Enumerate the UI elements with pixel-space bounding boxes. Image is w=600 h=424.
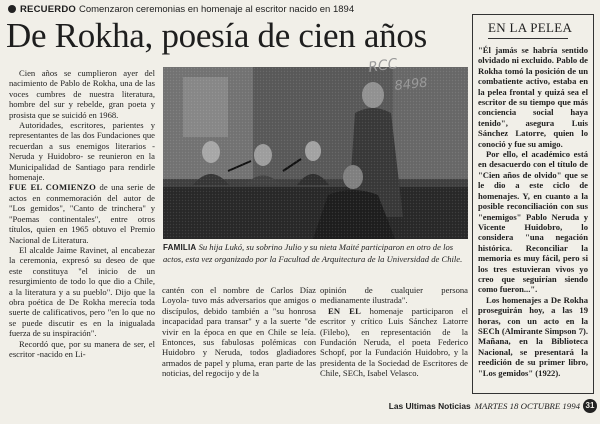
sidebar-text (478, 45, 588, 378)
subheading: EN EL (328, 305, 362, 316)
paragraph: El alcalde Jaime Ravinet, al encabezar la ceremonia, expresó su deseo de que este constituya "el inicio de un resurgimiento de todo lo que dio a Chile, a la literatura y a su pueblo". Dijo que la obra poética de De Rokha merecía toda suerte de calificativos, pero "en lo que no se puede discutir es en la inigualada fuerza de su inspiración". (9, 244, 155, 339)
caption-text: Su hija Lukó, su sobrino Julio y su nieta Maité participaron en otro de los actos, esta vez organizado por la Facultad de Arquitectura de la Universidad de Chile. (163, 242, 463, 264)
page-number: 31 (583, 399, 597, 413)
paragraph: Los homenajes a De Rokha proseguirán hoy, a las 19 horas, con un acto en la SECh (Almirante Simpson 7). Mañana, en la Biblioteca Nacional, se presentará la reedición de su primer libro, "Los gemidos" (1922). (478, 294, 588, 378)
article-column-2 (162, 285, 316, 379)
paragraph: Por ello, el académico está en desacuerdo con el título de "Cien años de olvido" que se le dio a este ciclo de homenajes. Y, en cuanto a la posible reconciliación con sus "enemigos" Pablo Neruda y Vicente Huidobro, lo considera "una negación histórica. Reconciliar la memoria es muy fácil, pero si los tres estuvieran vivos yo creo que seguirían siendo como fueron...". (478, 149, 588, 295)
paragraph-text: de una serie de actos en conmemoración del autor de "Los gemidos", "Canto de trinchera" y "Poemas continentales", entre otros títulos, quien en 1965 obtuvo el Premio Nacional de Literatura. (9, 182, 155, 245)
paragraph: Recordó que, por su manera de ser, el escritor -nacido en Li- (9, 338, 155, 359)
newspaper-name: Las Ultimas Noticias (388, 401, 471, 411)
pencil-annotation (365, 56, 455, 96)
caption-label: FAMILIA (163, 243, 197, 252)
sidebar-title-rule (488, 38, 568, 39)
pencil-line-1: RCC (367, 56, 399, 76)
page-footer (340, 399, 580, 413)
paragraph: cantén con el nombre de Carlos Díaz Loyola- tuvo más adversarios que amigos o discípulos, debido también a "su honrosa incapacidad para transar" y a la suerte "de vivir en la época en que en Chile se leía. Entonces, sus fabulosas polémicas con Huidobro y Neruda, todos gladiadores armados de papel y pluma, eran parte de las noticias, del regocijo y de la (162, 285, 316, 379)
article-column-1 (9, 68, 155, 359)
paragraph: opinión de cualquier persona medianamente ilustrada". (320, 285, 468, 306)
paragraph-text: homenaje participaron el escritor y crítico Luis Sánchez Latorre (Filebo), en representación de la Fundación Neruda, el poeta Federico Schopf, por la Fundación Huidobro, y la presidenta de la Sociedad de Escritores de Chile, SECh, Isabel Velasco. (320, 305, 468, 379)
pencil-line-2: 8498 (393, 75, 429, 94)
kicker-label: RECUERDO (20, 4, 76, 15)
paragraph: Autoridades, escritores, parientes y representantes de las dos Fundaciones que recuerdan a sus enemigos literarios -Neruda y Huidobro- se reunieron en la Municipalidad de Santiago para rendirle homenaje. (9, 120, 155, 183)
subheading-paragraph (320, 306, 468, 379)
issue-date: MARTES 18 OCTUBRE 1994 (474, 401, 580, 411)
sidebar-title: EN LA PELEA (488, 20, 573, 35)
subheading: FUE EL COMIENZO (9, 182, 96, 193)
paragraph: Cien años se cumplieron ayer del nacimiento de Pablo de Rokha, una de las voces cumbres de nuestra literatura, hombre del sur y rebelde, gran poeta y prosista que se suicidó en 1968. (9, 68, 155, 120)
article-column-3 (320, 285, 468, 379)
kicker-text: Comenzaron ceremonias en homenaje al escritor nacido en 1894 (78, 4, 355, 15)
subheading-paragraph (9, 182, 155, 244)
bullet-icon (8, 5, 16, 13)
handwritten-note (365, 56, 455, 96)
photo-caption (163, 242, 468, 264)
paragraph: "Él jamás se habría sentido olvidado ni excluido. Pablo de Rokha tomó la posición de un combatiente activo, estaba en la pelea frontal y quizá sea el escritor de su tiempo que más conciencia social haya tenido", asegura Luis Sánchez Latorre, quien lo conoció y fue su amigo. (478, 45, 588, 149)
headline: De Rokha, poesía de cien años (6, 16, 427, 55)
